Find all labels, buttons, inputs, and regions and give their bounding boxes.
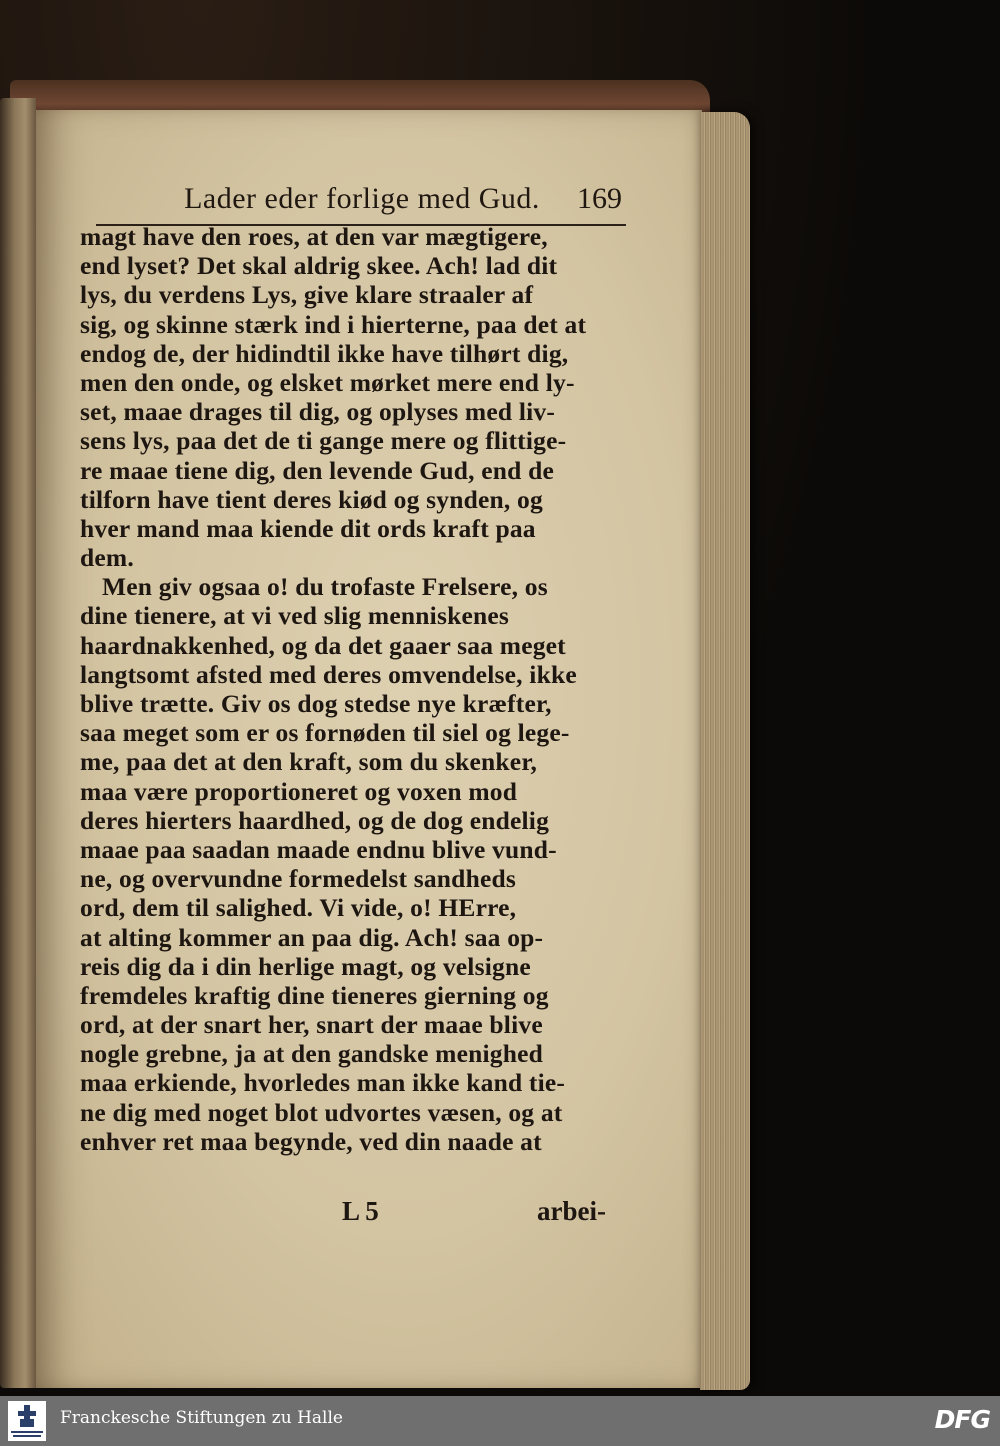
text-line: end lyset? Det skal aldrig skee. Ach! lad dit <box>80 251 558 281</box>
text-line: ne, og overvundne formedelst sandheds <box>80 864 516 894</box>
text-line: lys, du verdens Lys, give klare straaler af <box>80 280 534 310</box>
body-text <box>80 222 620 1156</box>
franckesche-stiftungen-logo-icon[interactable] <box>8 1401 46 1441</box>
institution-footer-bar <box>0 1396 1000 1446</box>
text-line: saa meget som er os fornøden til siel og lege- <box>80 718 570 748</box>
verso-page-edge <box>0 98 36 1388</box>
text-line: langtsomt afsted med deres omvendelse, ikke <box>80 659 577 689</box>
text-line: enhver ret maa begynde, ved din naade at <box>80 1126 542 1156</box>
text-line: tilforn have tient deres kiød og synden, og <box>80 484 543 514</box>
institution-name[interactable]: Franckesche Stiftungen zu Halle <box>60 1408 343 1428</box>
text-line: dine tienere, at vi ved slig menniskenes <box>80 601 509 631</box>
signature-mark: L 5 <box>342 1196 379 1226</box>
page-footer <box>80 1196 620 1228</box>
text-line: at alting kommer an paa dig. Ach! saa op- <box>80 922 544 952</box>
text-line: sig, og skinne stærk ind i hierterne, paa det at <box>80 309 587 339</box>
text-line: dem. <box>80 543 134 573</box>
text-line: Men giv ogsaa o! du trofaste Frelsere, os <box>102 572 548 602</box>
catchword: arbei- <box>537 1196 606 1226</box>
text-line: reis dig da i din herlige magt, og velsigne <box>80 951 531 981</box>
text-line: deres hierters haardhed, og de dog endelig <box>80 805 550 835</box>
page-block-edges <box>700 112 750 1390</box>
text-line: re maae tiene dig, den levende Gud, end de <box>80 455 555 485</box>
text-line: maa erkiende, hvorledes man ikke kand tie- <box>80 1068 566 1098</box>
text-line: ord, at der snart her, snart der maae blive <box>80 1010 543 1040</box>
text-line: maae paa saadan maade endnu blive vund- <box>80 834 557 864</box>
text-line: maa være proportioneret og voxen mod <box>80 776 518 806</box>
running-head <box>96 180 626 226</box>
text-line: haardnakkenhed, og da det gaaer saa meget <box>80 630 566 660</box>
text-line: magt have den roes, at den var mægtigere, <box>80 222 548 251</box>
text-line: ord, dem til salighed. Vi vide, o! HErre, <box>80 893 517 923</box>
text-line: set, maae drages til dig, og oplyses med liv- <box>80 397 556 427</box>
text-line: blive trætte. Giv os dog stedse nye kræfter, <box>80 689 552 718</box>
text-line: me, paa det at den kraft, som du skenker, <box>80 747 538 777</box>
text-line: ne dig med noget blot udvortes væsen, og at <box>80 1097 563 1127</box>
dfg-logo[interactable]: DFG <box>934 1405 990 1434</box>
text-line: men den onde, og elsket mørket mere end ly- <box>80 367 575 397</box>
text-line: fremdeles kraftig dine tieneres gierning og <box>80 980 549 1010</box>
running-head-title: Lader eder forlige med Gud. <box>184 182 540 215</box>
text-line: sens lys, paa det de ti gange mere og flittige- <box>80 426 567 456</box>
text-line: endog de, der hidindtil ikke have tilhørt dig, <box>80 338 569 368</box>
text-line: hver mand maa kiende dit ords kraft paa <box>80 513 536 543</box>
text-line: nogle grebne, ja at den gandske menighed <box>80 1039 544 1069</box>
page-number: 169 <box>577 182 622 215</box>
